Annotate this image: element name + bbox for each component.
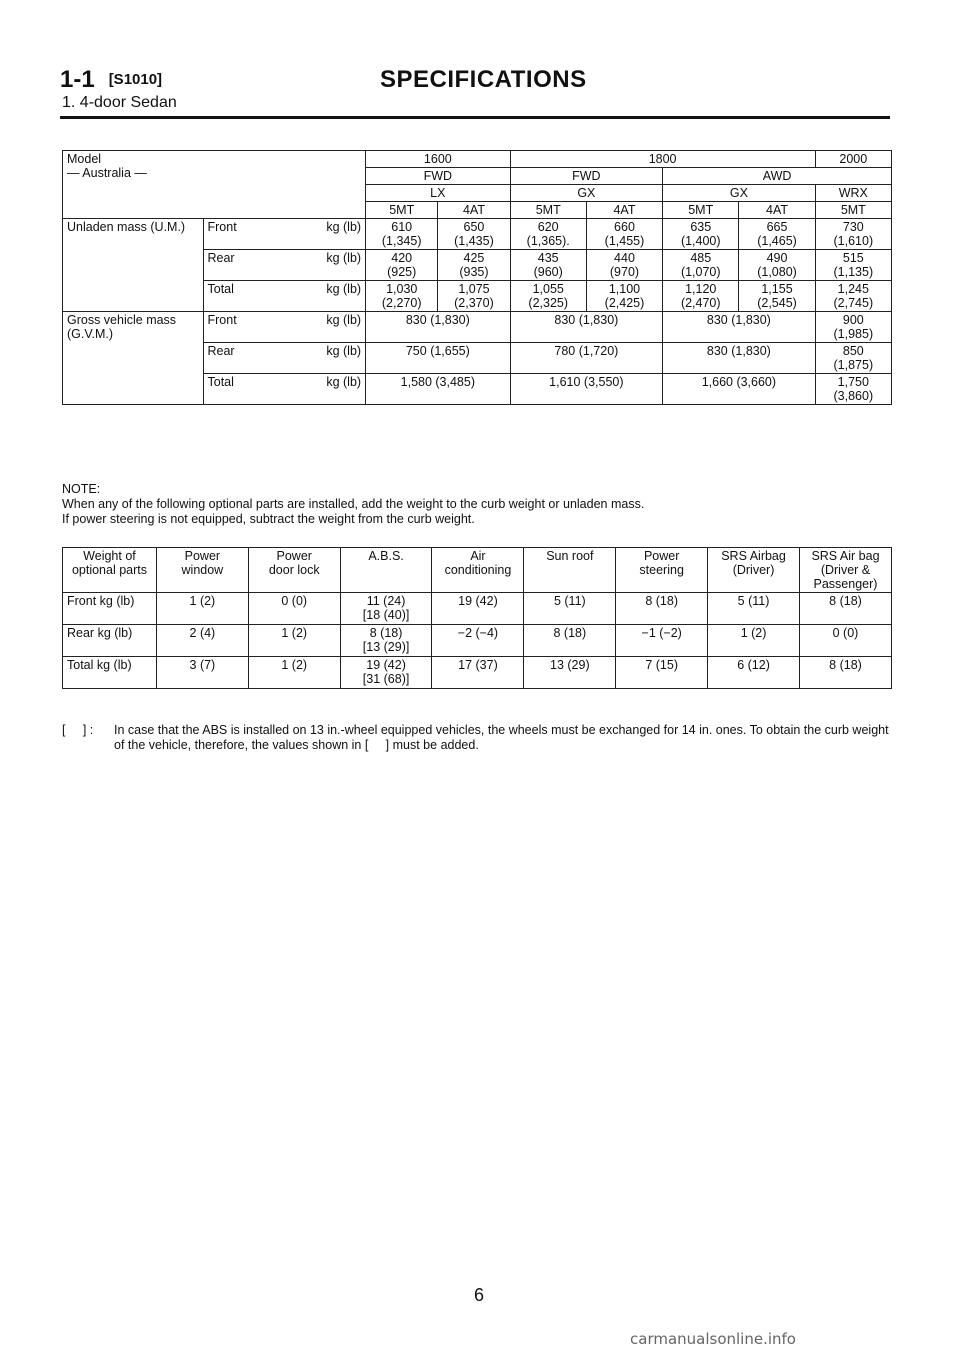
value-cell: 11 (24) [18 (40)]: [340, 593, 432, 625]
transmission-cell: 5MT: [815, 202, 891, 219]
value-cell: 750 (1,655): [366, 343, 511, 374]
unit-label: kg (lb): [283, 312, 365, 343]
row-name: Front: [203, 312, 283, 343]
table-row: [63, 625, 892, 657]
header-cell: SRS Air bag (Driver & Passenger): [799, 548, 891, 593]
transmission-cell: 4AT: [438, 202, 510, 219]
drive-cell: FWD: [510, 168, 663, 185]
value-cell: 17 (37): [432, 657, 524, 689]
value-cell: 1,750 (3,860): [815, 374, 891, 405]
section-id: 1-1: [60, 66, 95, 93]
value-cell: 19 (42) [31 (68)]: [340, 657, 432, 689]
value-cell: 1,055 (2,325): [510, 281, 586, 312]
row-name: Rear: [203, 343, 283, 374]
value-cell: 660 (1,455): [586, 219, 662, 250]
grade-cell: GX: [663, 185, 816, 202]
value-cell: 8 (18): [799, 657, 891, 689]
table-row: [63, 151, 892, 168]
value-cell: −2 (−4): [432, 625, 524, 657]
value-cell: 5 (11): [708, 593, 800, 625]
transmission-cell: 5MT: [663, 202, 739, 219]
transmission-cell: 4AT: [739, 202, 815, 219]
unit-label: kg (lb): [283, 374, 365, 405]
row-label: Rear kg (lb): [63, 625, 157, 657]
header-cell: Power door lock: [248, 548, 340, 593]
value-cell: 1,245 (2,745): [815, 281, 891, 312]
table-row: [63, 219, 892, 250]
note-line: If power steering is not equipped, subtract the weight from the curb weight.: [62, 512, 475, 526]
value-cell: 730 (1,610): [815, 219, 891, 250]
section-number: [60, 66, 162, 94]
footnote-bracket: [ ] :: [62, 723, 94, 737]
value-cell: 19 (42): [432, 593, 524, 625]
transmission-cell: 5MT: [510, 202, 586, 219]
value-cell: 635 (1,400): [663, 219, 739, 250]
header-cell: SRS Airbag (Driver): [708, 548, 800, 593]
value-cell: 1,580 (3,485): [366, 374, 511, 405]
value-cell: 3 (7): [156, 657, 248, 689]
optional-parts-table: [62, 547, 892, 689]
value-cell: 610 (1,345): [366, 219, 438, 250]
header-cell: Power steering: [616, 548, 708, 593]
transmission-cell: 4AT: [586, 202, 662, 219]
unit-label: kg (lb): [283, 219, 365, 250]
unit-label: kg (lb): [283, 250, 365, 281]
value-cell: 1 (2): [248, 657, 340, 689]
row-name: Total: [203, 374, 283, 405]
value-cell: 0 (0): [248, 593, 340, 625]
value-cell: 620 (1,365).: [510, 219, 586, 250]
table-row: [63, 657, 892, 689]
value-cell: 485 (1,070): [663, 250, 739, 281]
row-name: Rear: [203, 250, 283, 281]
value-cell: 1 (2): [708, 625, 800, 657]
value-cell: 780 (1,720): [510, 343, 663, 374]
engine-cell: 1600: [366, 151, 511, 168]
value-cell: 1,100 (2,425): [586, 281, 662, 312]
table-row: [63, 312, 892, 343]
header-cell: Weight of optional parts: [63, 548, 157, 593]
value-cell: 830 (1,830): [510, 312, 663, 343]
value-cell: 830 (1,830): [663, 343, 816, 374]
value-cell: 1,120 (2,470): [663, 281, 739, 312]
value-cell: 1,030 (2,270): [366, 281, 438, 312]
value-cell: 8 (18): [524, 625, 616, 657]
note-label: NOTE:: [62, 482, 101, 496]
engine-cell: 1800: [510, 151, 815, 168]
gvm-label: Gross vehicle mass (G.V.M.): [63, 312, 204, 405]
row-label: Total kg (lb): [63, 657, 157, 689]
grade-cell: GX: [510, 185, 663, 202]
footnote: [62, 723, 897, 753]
grade-cell: WRX: [815, 185, 891, 202]
value-cell: 2 (4): [156, 625, 248, 657]
page-number: 6: [474, 1285, 485, 1305]
value-cell: 435 (960): [510, 250, 586, 281]
note-line: When any of the following optional parts are installed, add the weight to the curb weight or unladen mass.: [62, 497, 645, 511]
drive-cell: AWD: [663, 168, 892, 185]
market-label: — Australia —: [67, 166, 147, 180]
value-cell: 650 (1,435): [438, 219, 510, 250]
value-cell: 420 (925): [366, 250, 438, 281]
value-cell: −1 (−2): [616, 625, 708, 657]
model-label-cell: [63, 151, 366, 219]
footnote-line: of the vehicle, therefore, the values shown in [ ] must be added.: [114, 738, 479, 752]
mass-spec-table: [62, 150, 892, 405]
value-cell: 1,075 (2,370): [438, 281, 510, 312]
value-cell: 665 (1,465): [739, 219, 815, 250]
value-cell: 425 (935): [438, 250, 510, 281]
value-cell: 490 (1,080): [739, 250, 815, 281]
page-subtitle: 1. 4-door Sedan: [62, 94, 177, 111]
header-cell: Air conditioning: [432, 548, 524, 593]
value-cell: 440 (970): [586, 250, 662, 281]
row-name: Front: [203, 219, 283, 250]
unit-label: kg (lb): [283, 281, 365, 312]
value-cell: 0 (0): [799, 625, 891, 657]
value-cell: 1 (2): [248, 625, 340, 657]
header-cell: Power window: [156, 548, 248, 593]
footnote-line: In case that the ABS is installed on 13 in.-wheel equipped vehicles, the wheels must be exchanged for 14 in. ones. To obtain the curb weight: [114, 723, 889, 737]
row-name: Total: [203, 281, 283, 312]
model-label: Model: [67, 152, 102, 166]
value-cell: 8 (18): [616, 593, 708, 625]
row-label: Front kg (lb): [63, 593, 157, 625]
value-cell: 8 (18): [799, 593, 891, 625]
value-cell: 515 (1,135): [815, 250, 891, 281]
engine-cell: 2000: [815, 151, 891, 168]
transmission-cell: 5MT: [366, 202, 438, 219]
header-rule: [60, 116, 890, 119]
grade-cell: LX: [366, 185, 511, 202]
note-block: [62, 482, 892, 527]
value-cell: 13 (29): [524, 657, 616, 689]
value-cell: 830 (1,830): [366, 312, 511, 343]
value-cell: 1,155 (2,545): [739, 281, 815, 312]
header-cell: Sun roof: [524, 548, 616, 593]
page-title: SPECIFICATIONS: [380, 66, 587, 93]
table-row: [63, 593, 892, 625]
watermark: carmanualsonline.info: [630, 1330, 796, 1348]
value-cell: 1,610 (3,550): [510, 374, 663, 405]
unit-label: kg (lb): [283, 343, 365, 374]
value-cell: 850 (1,875): [815, 343, 891, 374]
value-cell: 8 (18) [13 (29)]: [340, 625, 432, 657]
section-code: [S1010]: [108, 71, 163, 88]
drive-cell: FWD: [366, 168, 511, 185]
value-cell: 7 (15): [616, 657, 708, 689]
value-cell: 830 (1,830): [663, 312, 816, 343]
value-cell: 5 (11): [524, 593, 616, 625]
header-cell: A.B.S.: [340, 548, 432, 593]
value-cell: 1,660 (3,660): [663, 374, 816, 405]
value-cell: 900 (1,985): [815, 312, 891, 343]
um-label: Unladen mass (U.M.): [63, 219, 204, 312]
table-row: [63, 548, 892, 593]
value-cell: 6 (12): [708, 657, 800, 689]
value-cell: 1 (2): [156, 593, 248, 625]
